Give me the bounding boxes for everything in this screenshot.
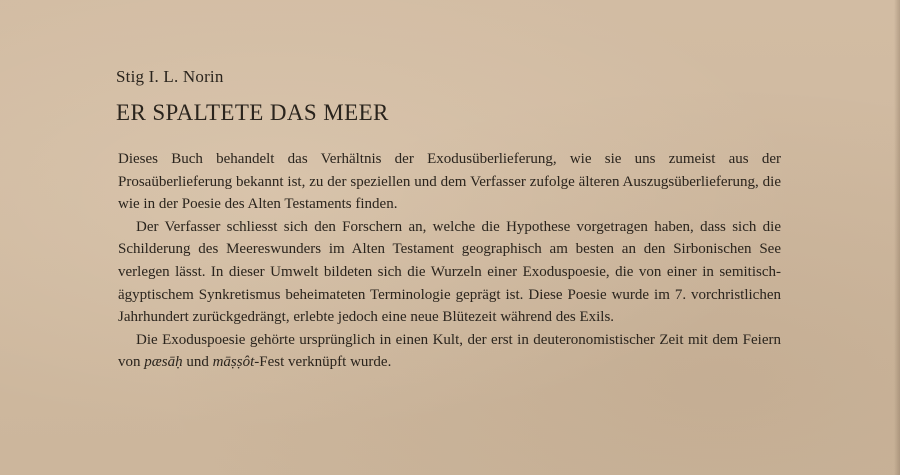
paragraph-3-text-start: Die Exoduspoesie gehörte ursprünglich in einen Kult, der erst in deuteronomistischer Zeit mit dem Feiern von [118, 331, 781, 371]
term-pesah: pæsāḥ [144, 354, 183, 371]
blurb-paragraph-2: Der Verfasser schliesst sich den Forschern an, welche die Hypothese vorgetragen haben, dass sich die Schilderung des Meereswunders im Alten Testament geographisch am besten an den Sirbonischen See verlegen lässt. In dieser Umwelt bildeten sich die Wurzeln einer Exoduspoesie, die von einer in semitisch-ägyptischem Synkretismus beheimateten Terminologie geprägt ist. Diese Poesie wurde im 7. vorchristlichen Jahrhundert zurückgedrängt, erlebte jedoch eine neue Blütezeit während des Exils. [118, 218, 781, 326]
blurb-paragraph-1: Dieses Buch behandelt das Verhältnis der Exodusüberlieferung, wie sie uns zumeist aus der Prosaüberlieferung bekannt ist, zu der speziellen und dem Verfasser zufolge älteren Auszugsüberlieferung, die wie in der Poesie des Alten Testaments finden. [118, 151, 781, 213]
blurb-paragraph-3 [118, 329, 781, 374]
blurb-text [118, 148, 781, 374]
paragraph-3-text-end: -Fest verknüpft wurde. [254, 354, 392, 371]
book-title: ER SPALTETE DAS MEER [116, 100, 389, 125]
term-massot: māṣṣôt [212, 354, 255, 371]
cover-edge-shadow [894, 0, 900, 475]
author-name: Stig I. L. Norin [116, 67, 224, 86]
paragraph-3-text-middle: und [182, 354, 213, 371]
